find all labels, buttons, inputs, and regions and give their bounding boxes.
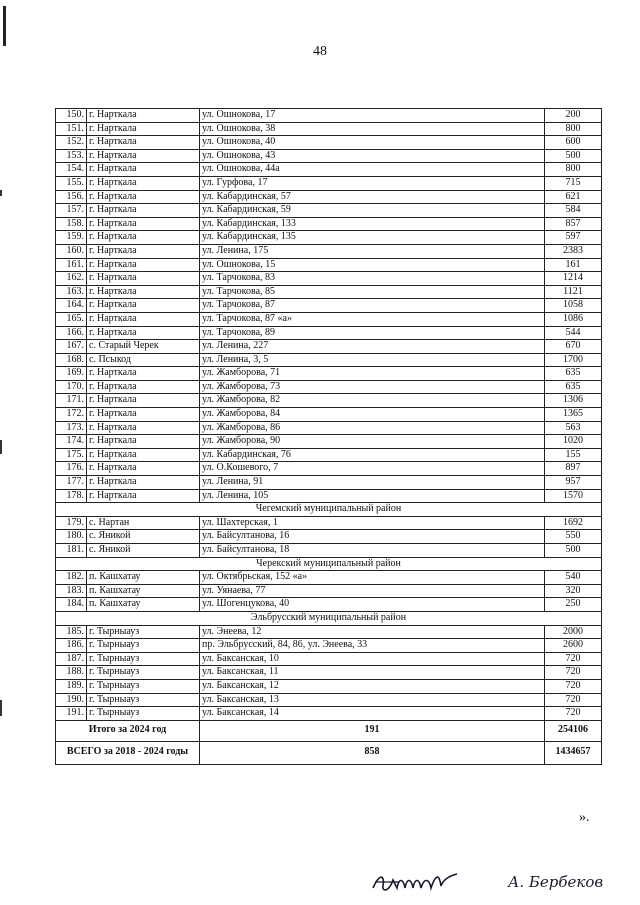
table-row bbox=[56, 312, 602, 326]
row-number: 160. bbox=[56, 244, 87, 258]
margin-tick bbox=[0, 700, 2, 716]
row-value: 1121 bbox=[545, 285, 602, 299]
row-settlement: г. Нарткала bbox=[87, 462, 200, 476]
row-settlement: г. Нарткала bbox=[87, 163, 200, 177]
row-settlement: г. Нарткала bbox=[87, 448, 200, 462]
table-row bbox=[56, 380, 602, 394]
signature-2-text: А. Бербеков bbox=[508, 873, 604, 891]
row-value: 1086 bbox=[545, 312, 602, 326]
row-number: 163. bbox=[56, 285, 87, 299]
row-number: 180. bbox=[56, 530, 87, 544]
row-address: ул. Тарчокова, 87 «а» bbox=[200, 312, 545, 326]
row-number: 170. bbox=[56, 380, 87, 394]
row-number: 151. bbox=[56, 122, 87, 136]
section-row bbox=[56, 611, 602, 625]
row-value: 597 bbox=[545, 231, 602, 245]
row-address: ул. Жамборова, 84 bbox=[200, 408, 545, 422]
row-value: 1058 bbox=[545, 299, 602, 313]
row-address: ул. Кабардинская, 135 bbox=[200, 231, 545, 245]
row-number: 182. bbox=[56, 571, 87, 585]
table-row bbox=[56, 516, 602, 530]
row-settlement: г. Тырныауз bbox=[87, 639, 200, 653]
row-value: 720 bbox=[545, 666, 602, 680]
row-settlement: г. Нарткала bbox=[87, 272, 200, 286]
row-settlement: п. Кашхатау bbox=[87, 571, 200, 585]
row-settlement: г. Тырныауз bbox=[87, 679, 200, 693]
row-number: 184. bbox=[56, 598, 87, 612]
row-address: ул. Гурфова, 17 bbox=[200, 176, 545, 190]
row-value: 320 bbox=[545, 584, 602, 598]
table-body bbox=[56, 109, 602, 721]
row-value: 250 bbox=[545, 598, 602, 612]
row-settlement: г. Нарткала bbox=[87, 231, 200, 245]
row-settlement: п. Кашхатау bbox=[87, 598, 200, 612]
table-row bbox=[56, 476, 602, 490]
total-all-row bbox=[56, 741, 602, 764]
row-settlement: г. Нарткала bbox=[87, 394, 200, 408]
row-number: 185. bbox=[56, 625, 87, 639]
table-row bbox=[56, 244, 602, 258]
row-address: ул. Кабардинская, 57 bbox=[200, 190, 545, 204]
table-row bbox=[56, 707, 602, 721]
section-row bbox=[56, 503, 602, 517]
row-value: 720 bbox=[545, 693, 602, 707]
row-value: 500 bbox=[545, 544, 602, 558]
table-row bbox=[56, 489, 602, 503]
row-number: 175. bbox=[56, 448, 87, 462]
table-row bbox=[56, 421, 602, 435]
row-settlement: г. Тырныауз bbox=[87, 625, 200, 639]
row-number: 150. bbox=[56, 109, 87, 123]
row-settlement: г. Тырныауз bbox=[87, 693, 200, 707]
row-address: ул. Ошнокова, 44а bbox=[200, 163, 545, 177]
row-value: 500 bbox=[545, 149, 602, 163]
total-2024-label: Итого за 2024 год bbox=[56, 720, 200, 741]
table-row bbox=[56, 462, 602, 476]
row-address: ул. Энеева, 12 bbox=[200, 625, 545, 639]
row-number: 152. bbox=[56, 136, 87, 150]
row-number: 178. bbox=[56, 489, 87, 503]
row-settlement: г. Нарткала bbox=[87, 204, 200, 218]
table-row bbox=[56, 666, 602, 680]
table-row bbox=[56, 679, 602, 693]
row-value: 621 bbox=[545, 190, 602, 204]
row-value: 2600 bbox=[545, 639, 602, 653]
row-settlement: г. Нарткала bbox=[87, 122, 200, 136]
row-number: 166. bbox=[56, 326, 87, 340]
row-value: 563 bbox=[545, 421, 602, 435]
row-settlement: г. Нарткала bbox=[87, 285, 200, 299]
row-settlement: г. Тырныауз bbox=[87, 652, 200, 666]
closing-mark: ». bbox=[579, 810, 590, 825]
row-address: ул. Шогенцукова, 40 bbox=[200, 598, 545, 612]
row-settlement: г. Нарткала bbox=[87, 489, 200, 503]
row-settlement: г. Нарткала bbox=[87, 367, 200, 381]
total-2024-count: 191 bbox=[200, 720, 545, 741]
row-value: 600 bbox=[545, 136, 602, 150]
row-settlement: г. Нарткала bbox=[87, 380, 200, 394]
row-settlement: с. Яникой bbox=[87, 544, 200, 558]
row-number: 155. bbox=[56, 176, 87, 190]
row-settlement: г. Нарткала bbox=[87, 435, 200, 449]
row-address: ул. Тарчокова, 83 bbox=[200, 272, 545, 286]
row-value: 2383 bbox=[545, 244, 602, 258]
total-2024-row bbox=[56, 720, 602, 741]
margin-tick bbox=[0, 190, 2, 196]
table-row bbox=[56, 693, 602, 707]
table-row bbox=[56, 435, 602, 449]
table-row bbox=[56, 598, 602, 612]
table-row bbox=[56, 353, 602, 367]
row-address: ул. Жамборова, 86 bbox=[200, 421, 545, 435]
table-row bbox=[56, 217, 602, 231]
row-address: ул. Ошнокова, 17 bbox=[200, 109, 545, 123]
row-address: ул. Байсултанова, 18 bbox=[200, 544, 545, 558]
row-address: ул. Тарчокова, 89 bbox=[200, 326, 545, 340]
row-value: 720 bbox=[545, 652, 602, 666]
table-row bbox=[56, 584, 602, 598]
row-value: 897 bbox=[545, 462, 602, 476]
totals-block bbox=[56, 720, 602, 764]
row-value: 1020 bbox=[545, 435, 602, 449]
row-number: 189. bbox=[56, 679, 87, 693]
margin-bar bbox=[3, 6, 6, 46]
row-settlement: г. Нарткала bbox=[87, 109, 200, 123]
table-row bbox=[56, 204, 602, 218]
row-settlement: г. Нарткала bbox=[87, 312, 200, 326]
table-row bbox=[56, 408, 602, 422]
row-number: 158. bbox=[56, 217, 87, 231]
row-address: ул. Шахтерская, 1 bbox=[200, 516, 545, 530]
row-settlement: г. Нарткала bbox=[87, 299, 200, 313]
row-settlement: п. Кашхатау bbox=[87, 584, 200, 598]
total-all-label: ВСЕГО за 2018 - 2024 годы bbox=[56, 741, 200, 764]
row-number: 188. bbox=[56, 666, 87, 680]
row-value: 1570 bbox=[545, 489, 602, 503]
row-settlement: г. Тырныауз bbox=[87, 666, 200, 680]
row-address: ул. Ошнокова, 43 bbox=[200, 149, 545, 163]
row-settlement: г. Нарткала bbox=[87, 258, 200, 272]
row-number: 167. bbox=[56, 340, 87, 354]
row-value: 635 bbox=[545, 367, 602, 381]
table-row bbox=[56, 448, 602, 462]
row-settlement: г. Нарткала bbox=[87, 217, 200, 231]
row-settlement: г. Нарткала bbox=[87, 421, 200, 435]
allocation-table bbox=[55, 108, 602, 765]
row-number: 171. bbox=[56, 394, 87, 408]
row-address: ул. Баксанская, 11 bbox=[200, 666, 545, 680]
table-row bbox=[56, 625, 602, 639]
row-address: ул. Кабардинская, 76 bbox=[200, 448, 545, 462]
row-address: ул. Ошнокова, 38 bbox=[200, 122, 545, 136]
row-value: 720 bbox=[545, 679, 602, 693]
row-address: ул. Ошнокова, 40 bbox=[200, 136, 545, 150]
table-row bbox=[56, 109, 602, 123]
table-row bbox=[56, 652, 602, 666]
row-address: ул. Баксанская, 10 bbox=[200, 652, 545, 666]
section-row bbox=[56, 557, 602, 571]
row-value: 857 bbox=[545, 217, 602, 231]
row-number: 176. bbox=[56, 462, 87, 476]
total-2024-sum: 254106 bbox=[545, 720, 602, 741]
section-title: Черекский муниципальный район bbox=[56, 557, 602, 571]
row-address: ул. Ленина, 175 bbox=[200, 244, 545, 258]
row-value: 1365 bbox=[545, 408, 602, 422]
row-value: 550 bbox=[545, 530, 602, 544]
row-address: ул. Ленина, 3, 5 bbox=[200, 353, 545, 367]
row-number: 186. bbox=[56, 639, 87, 653]
row-address: ул. Октябрьская, 152 «а» bbox=[200, 571, 545, 585]
table-row bbox=[56, 122, 602, 136]
row-value: 800 bbox=[545, 163, 602, 177]
row-number: 169. bbox=[56, 367, 87, 381]
row-value: 715 bbox=[545, 176, 602, 190]
row-settlement: г. Нарткала bbox=[87, 244, 200, 258]
row-number: 159. bbox=[56, 231, 87, 245]
row-number: 181. bbox=[56, 544, 87, 558]
row-number: 173. bbox=[56, 421, 87, 435]
row-value: 200 bbox=[545, 109, 602, 123]
table-row bbox=[56, 163, 602, 177]
row-address: ул. Баксанская, 14 bbox=[200, 707, 545, 721]
row-value: 155 bbox=[545, 448, 602, 462]
table-row bbox=[56, 176, 602, 190]
row-value: 670 bbox=[545, 340, 602, 354]
row-number: 165. bbox=[56, 312, 87, 326]
row-number: 183. bbox=[56, 584, 87, 598]
row-settlement: с. Нартан bbox=[87, 516, 200, 530]
row-address: ул. Ленина, 91 bbox=[200, 476, 545, 490]
row-address: ул. Уянаева, 77 bbox=[200, 584, 545, 598]
row-number: 161. bbox=[56, 258, 87, 272]
row-settlement: г. Нарткала bbox=[87, 190, 200, 204]
table-row bbox=[56, 272, 602, 286]
total-all-count: 858 bbox=[200, 741, 545, 764]
row-value: 161 bbox=[545, 258, 602, 272]
row-address: ул. Жамборова, 71 bbox=[200, 367, 545, 381]
row-value: 800 bbox=[545, 122, 602, 136]
table-row bbox=[56, 299, 602, 313]
table-row bbox=[56, 340, 602, 354]
row-settlement: г. Нарткала bbox=[87, 476, 200, 490]
row-value: 2000 bbox=[545, 625, 602, 639]
table-row bbox=[56, 639, 602, 653]
table-row bbox=[56, 571, 602, 585]
row-number: 177. bbox=[56, 476, 87, 490]
row-value: 1306 bbox=[545, 394, 602, 408]
table-row bbox=[56, 544, 602, 558]
row-value: 957 bbox=[545, 476, 602, 490]
row-address: ул. Баксанская, 12 bbox=[200, 679, 545, 693]
margin-tick bbox=[0, 440, 2, 454]
row-address: ул. Кабардинская, 59 bbox=[200, 204, 545, 218]
row-value: 1700 bbox=[545, 353, 602, 367]
table-row bbox=[56, 190, 602, 204]
row-value: 540 bbox=[545, 571, 602, 585]
row-address: ул. Тарчокова, 85 bbox=[200, 285, 545, 299]
row-number: 164. bbox=[56, 299, 87, 313]
section-title: Чегемский муниципальный район bbox=[56, 503, 602, 517]
row-number: 179. bbox=[56, 516, 87, 530]
signature-1 bbox=[369, 866, 465, 896]
row-number: 153. bbox=[56, 149, 87, 163]
row-value: 1692 bbox=[545, 516, 602, 530]
row-address: ул. Баксанская, 13 bbox=[200, 693, 545, 707]
row-number: 157. bbox=[56, 204, 87, 218]
table-row bbox=[56, 394, 602, 408]
row-settlement: г. Нарткала bbox=[87, 136, 200, 150]
table-row bbox=[56, 285, 602, 299]
row-number: 168. bbox=[56, 353, 87, 367]
row-address: ул. Байсултанова, 16 bbox=[200, 530, 545, 544]
table-row bbox=[56, 326, 602, 340]
table-row bbox=[56, 530, 602, 544]
row-number: 172. bbox=[56, 408, 87, 422]
row-settlement: с. Яникой bbox=[87, 530, 200, 544]
row-value: 544 bbox=[545, 326, 602, 340]
row-settlement: г. Нарткала bbox=[87, 176, 200, 190]
table-row bbox=[56, 136, 602, 150]
row-settlement: г. Нарткала bbox=[87, 408, 200, 422]
row-settlement: г. Тырныауз bbox=[87, 707, 200, 721]
total-all-sum: 1434657 bbox=[545, 741, 602, 764]
row-number: 156. bbox=[56, 190, 87, 204]
row-value: 635 bbox=[545, 380, 602, 394]
table-row bbox=[56, 149, 602, 163]
row-number: 154. bbox=[56, 163, 87, 177]
row-address: ул. Кабардинская, 133 bbox=[200, 217, 545, 231]
row-address: пр. Эльбрусский, 84, 86, ул. Энеева, 33 bbox=[200, 639, 545, 653]
row-address: ул. Жамборова, 82 bbox=[200, 394, 545, 408]
row-address: ул. Ленина, 227 bbox=[200, 340, 545, 354]
row-settlement: с. Псыкод bbox=[87, 353, 200, 367]
row-number: 190. bbox=[56, 693, 87, 707]
section-title: Эльбрусский муниципальный район bbox=[56, 611, 602, 625]
row-address: ул. Ленина, 105 bbox=[200, 489, 545, 503]
signature-2 bbox=[504, 866, 634, 896]
row-settlement: г. Нарткала bbox=[87, 326, 200, 340]
row-number: 191. bbox=[56, 707, 87, 721]
row-value: 720 bbox=[545, 707, 602, 721]
row-address: ул. О.Кошевого, 7 bbox=[200, 462, 545, 476]
row-number: 187. bbox=[56, 652, 87, 666]
table-row bbox=[56, 258, 602, 272]
row-number: 162. bbox=[56, 272, 87, 286]
row-value: 584 bbox=[545, 204, 602, 218]
row-address: ул. Жамборова, 90 bbox=[200, 435, 545, 449]
row-number: 174. bbox=[56, 435, 87, 449]
row-address: ул. Ошнокова, 15 bbox=[200, 258, 545, 272]
table-row bbox=[56, 231, 602, 245]
row-settlement: г. Нарткала bbox=[87, 149, 200, 163]
row-address: ул. Тарчокова, 87 bbox=[200, 299, 545, 313]
row-address: ул. Жамборова, 73 bbox=[200, 380, 545, 394]
table-row bbox=[56, 367, 602, 381]
row-settlement: с. Старый Черек bbox=[87, 340, 200, 354]
page-number: 48 bbox=[313, 44, 327, 59]
row-value: 1214 bbox=[545, 272, 602, 286]
